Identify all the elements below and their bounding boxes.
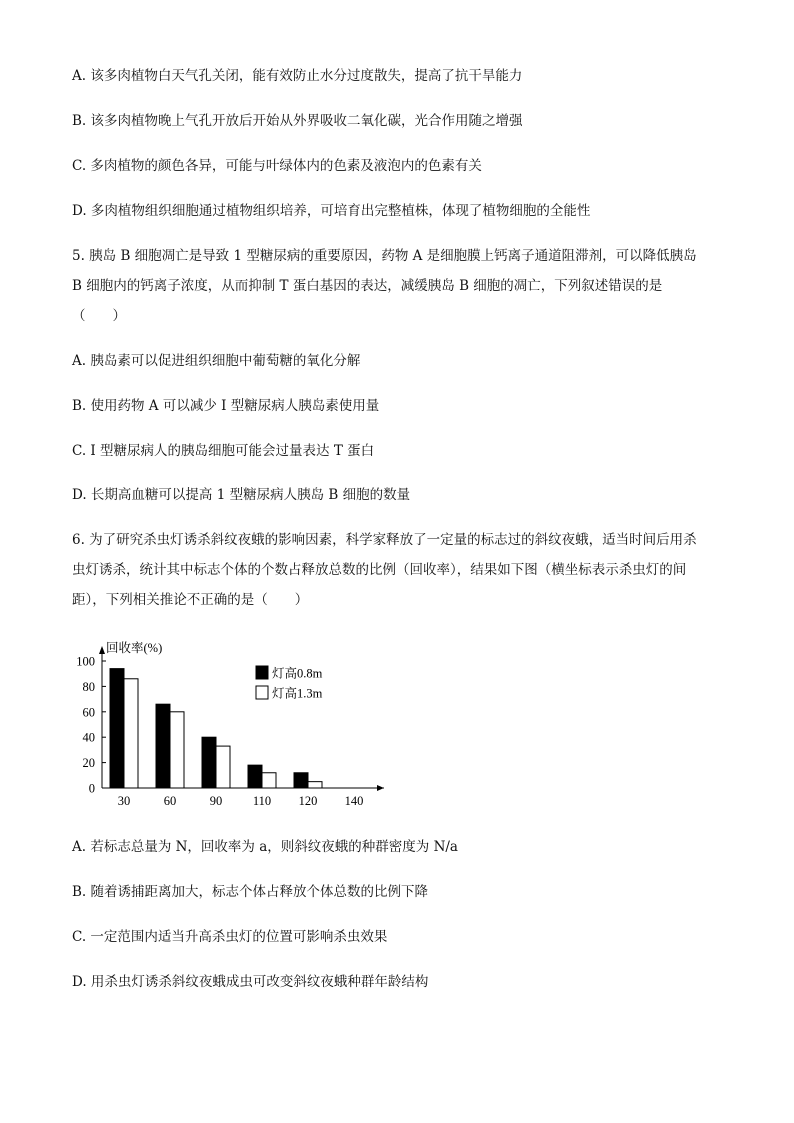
y-tick-label: 0 [88, 781, 95, 796]
q6-option-b: B. 随着诱捕距离加大，标志个体占释放个体总数的比例下降 [72, 884, 429, 900]
q4-option-a: A. 该多肉植物白天气孔关闭，能有效防止水分过度散失，提高了抗干旱能力 [72, 68, 523, 84]
bar-lamp-1-3m [262, 773, 276, 788]
x-tick-label: 90 [209, 794, 223, 808]
x-tick-label: 60 [163, 794, 177, 808]
legend-swatch [256, 686, 268, 699]
q5-stem-line-3: （ ） [72, 308, 126, 324]
bar-lamp-1-3m [124, 679, 138, 788]
x-tick-label: 30 [117, 794, 131, 808]
q5-option-b: B. 使用药物 A 可以减少 I 型糖尿病人胰岛素使用量 [72, 398, 380, 414]
bar-lamp-0-8m [110, 669, 124, 788]
bar-lamp-0-8m [156, 704, 170, 788]
q6-stem-line-3: 距），下列相关推论不正确的是（ ） [72, 592, 309, 608]
bar-lamp-1-3m [170, 712, 184, 788]
legend-label: 灯高0.8m [272, 666, 323, 681]
y-tick-label: 40 [82, 730, 95, 745]
q5-stem-line-1: 5. 胰岛 B 细胞凋亡是导致 1 型糖尿病的重要原因，药物 A 是细胞膜上钙离子通道阻滞剂，可以降低胰岛 [72, 248, 697, 264]
q6-option-d: D. 用杀虫灯诱杀斜纹夜蛾成虫可改变斜纹夜蛾种群年龄结构 [72, 974, 429, 990]
recovery-rate-chart [72, 636, 402, 816]
q4-option-c: C. 多肉植物的颜色各异，可能与叶绿体内的色素及液泡内的色素有关 [72, 158, 482, 174]
q5-option-a: A. 胰岛素可以促进组织细胞中葡萄糖的氧化分解 [72, 353, 361, 369]
q6-option-a: A. 若标志总量为 N，回收率为 a，则斜纹夜蛾的种群密度为 N/a [72, 839, 458, 855]
bar-lamp-0-8m [294, 773, 308, 788]
bar-lamp-0-8m [248, 765, 262, 788]
q5-option-c: C. I 型糖尿病人的胰岛细胞可能会过量表达 T 蛋白 [72, 443, 375, 459]
legend-swatch [256, 666, 268, 679]
y-axis-arrow [99, 646, 105, 654]
bar-lamp-1-3m [308, 782, 322, 788]
chart-svg [72, 636, 402, 816]
q4-option-b: B. 该多肉植物晚上气孔开放后开始从外界吸收二氧化碳，光合作用随之增强 [72, 113, 523, 129]
q6-stem-line-2: 虫灯诱杀，统计其中标志个体的个数占释放总数的比例（回收率），结果如下图（横坐标表示杀虫灯的间 [72, 562, 687, 578]
q5-stem-line-2: B 细胞内的钙离子浓度，从而抑制 T 蛋白基因的表达，减缓胰岛 B 细胞的凋亡，下列叙述错误的是 [72, 278, 663, 294]
bar-lamp-1-3m [216, 746, 230, 788]
y-tick-label: 20 [82, 756, 95, 771]
y-tick-label: 80 [82, 679, 95, 694]
x-axis-arrow [377, 785, 384, 791]
x-tick-label: 140 [344, 794, 364, 808]
x-tick-label: 120 [298, 794, 318, 808]
q6-stem-line-1: 6. 为了研究杀虫灯诱杀斜纹夜蛾的影响因素，科学家释放了一定量的标志过的斜纹夜蛾，适当时间后用杀 [72, 532, 697, 548]
x-tick-label: 110 [252, 794, 272, 808]
y-tick-label: 60 [82, 705, 95, 720]
y-axis-label: 回收率(%) [106, 641, 163, 655]
q5-option-d: D. 长期高血糖可以提高 1 型糖尿病人胰岛 B 细胞的数量 [72, 487, 411, 503]
q6-option-c: C. 一定范围内适当升高杀虫灯的位置可影响杀虫效果 [72, 929, 388, 945]
q4-option-d: D. 多肉植物组织细胞通过植物组织培养，可培育出完整植株，体现了植物细胞的全能性 [72, 203, 591, 219]
bar-lamp-0-8m [202, 737, 216, 788]
legend-label: 灯高1.3m [272, 686, 323, 701]
y-tick-label: 100 [76, 654, 95, 669]
